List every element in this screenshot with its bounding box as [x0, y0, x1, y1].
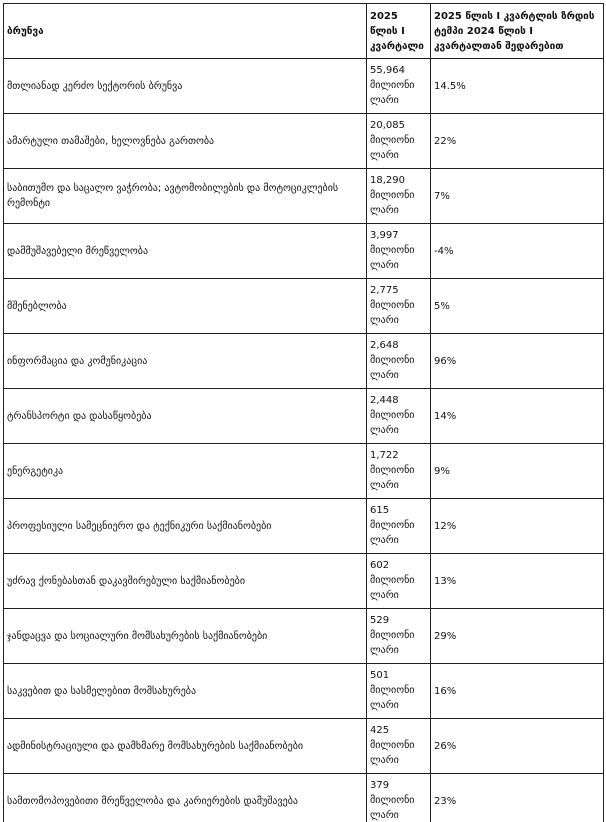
- turnover-value: 501: [370, 670, 390, 681]
- sector-name: საკვებით და სასმელებით მომსახურება: [4, 664, 367, 719]
- turnover-value-cell: [367, 224, 431, 279]
- growth-rate: 13%: [431, 554, 604, 609]
- growth-rate: 22%: [431, 114, 604, 169]
- sector-name: ენერგეტიკა: [4, 444, 367, 499]
- turnover-table: [3, 3, 604, 822]
- turnover-value-cell: [367, 554, 431, 609]
- turnover-value-cell: [367, 444, 431, 499]
- sector-name: ინფორმაცია და კომუნიკაცია: [4, 334, 367, 389]
- turnover-value: 3,997: [370, 230, 399, 241]
- table-row: [4, 554, 604, 609]
- growth-rate: 26%: [431, 719, 604, 774]
- growth-rate: 5%: [431, 279, 604, 334]
- turnover-value: 529: [370, 615, 390, 626]
- table-body: [4, 59, 604, 822]
- table-row: [4, 499, 604, 554]
- turnover-value-cell: [367, 279, 431, 334]
- turnover-value: 2,448: [370, 395, 399, 406]
- sector-name: ადმინისტრაციული და დამხმარე მომსახურების საქმიანობები: [4, 719, 367, 774]
- turnover-value-cell: [367, 59, 431, 114]
- turnover-value-cell: [367, 389, 431, 444]
- turnover-value: 1,722: [370, 450, 399, 461]
- growth-rate: 12%: [431, 499, 604, 554]
- growth-rate: 14.5%: [431, 59, 604, 114]
- table-row: [4, 279, 604, 334]
- turnover-unit: მილიონი ლარი: [370, 465, 415, 491]
- table-row: [4, 224, 604, 279]
- turnover-value: 615: [370, 505, 390, 516]
- turnover-value-cell: [367, 499, 431, 554]
- turnover-unit: მილიონი ლარი: [370, 410, 415, 436]
- turnover-unit: მილიონი ლარი: [370, 740, 415, 766]
- turnover-value-cell: [367, 719, 431, 774]
- table-header-row: [4, 4, 604, 59]
- sector-name: საბითუმო და საცალო ვაჭრობა; ავტომობილების და მოტოციკლების რემონტი: [4, 169, 367, 224]
- turnover-unit: მილიონი ლარი: [370, 300, 415, 326]
- growth-rate: -4%: [431, 224, 604, 279]
- table-row: [4, 389, 604, 444]
- growth-rate: 16%: [431, 664, 604, 719]
- sector-name: მშენებლობა: [4, 279, 367, 334]
- turnover-unit: მილიონი ლარი: [370, 245, 415, 271]
- turnover-unit: მილიონი ლარი: [370, 135, 415, 161]
- sector-name: დამმუშავებელი მრეწველობა: [4, 224, 367, 279]
- turnover-unit: მილიონი ლარი: [370, 630, 415, 656]
- turnover-value-cell: [367, 114, 431, 169]
- growth-rate: 23%: [431, 774, 604, 822]
- sector-name: ჯანდაცვა და სოციალური მომსახურების საქმიანობები: [4, 609, 367, 664]
- table-row: [4, 609, 604, 664]
- table-row: [4, 114, 604, 169]
- turnover-value-cell: [367, 609, 431, 664]
- table-row: [4, 169, 604, 224]
- turnover-value: 2,648: [370, 340, 399, 351]
- table-row: [4, 444, 604, 499]
- turnover-value: 55,964: [370, 65, 405, 76]
- turnover-value: 425: [370, 725, 390, 736]
- growth-rate: 96%: [431, 334, 604, 389]
- table-row: [4, 719, 604, 774]
- turnover-value: 18,290: [370, 175, 405, 186]
- sector-name: მთლიანად კერძო სექტორის ბრუნვა: [4, 59, 367, 114]
- turnover-value-cell: [367, 664, 431, 719]
- turnover-value: 2,775: [370, 285, 399, 296]
- growth-rate: 29%: [431, 609, 604, 664]
- growth-rate: 9%: [431, 444, 604, 499]
- turnover-value-cell: [367, 774, 431, 822]
- turnover-unit: მილიონი ლარი: [370, 80, 415, 106]
- turnover-unit: მილიონი ლარი: [370, 520, 415, 546]
- turnover-value: 20,085: [370, 120, 405, 131]
- turnover-value: 602: [370, 560, 390, 571]
- table-row: [4, 774, 604, 822]
- header-sector: ბრუნვა: [4, 4, 367, 59]
- turnover-unit: მილიონი ლარი: [370, 685, 415, 711]
- sector-name: ამარტული თამაშები, ხელოვნება გართობა: [4, 114, 367, 169]
- header-q1-2025: 2025 წლის I კვარტალი: [367, 4, 431, 59]
- turnover-value: 379: [370, 780, 390, 791]
- table-row: [4, 59, 604, 114]
- sector-name: პროფესიული სამეცნიერო და ტექნიკური საქმიანობები: [4, 499, 367, 554]
- header-growth: 2025 წლის I კვარტლის ზრდის ტემპი 2024 წლის I კვარტალთან შედარებით: [431, 4, 604, 59]
- turnover-unit: მილიონი ლარი: [370, 355, 415, 381]
- table-row: [4, 664, 604, 719]
- table-row: [4, 334, 604, 389]
- growth-rate: 14%: [431, 389, 604, 444]
- turnover-unit: მილიონი ლარი: [370, 795, 415, 821]
- sector-name: ტრანსპორტი და დასაწყობება: [4, 389, 367, 444]
- sector-name: სამთომოპოვებითი მრეწველობა და კარიერების დამუშავება: [4, 774, 367, 822]
- sector-name: უძრავ ქონებასთან დაკავშირებული საქმიანობები: [4, 554, 367, 609]
- growth-rate: 7%: [431, 169, 604, 224]
- turnover-unit: მილიონი ლარი: [370, 190, 415, 216]
- turnover-unit: მილიონი ლარი: [370, 575, 415, 601]
- turnover-value-cell: [367, 169, 431, 224]
- turnover-value-cell: [367, 334, 431, 389]
